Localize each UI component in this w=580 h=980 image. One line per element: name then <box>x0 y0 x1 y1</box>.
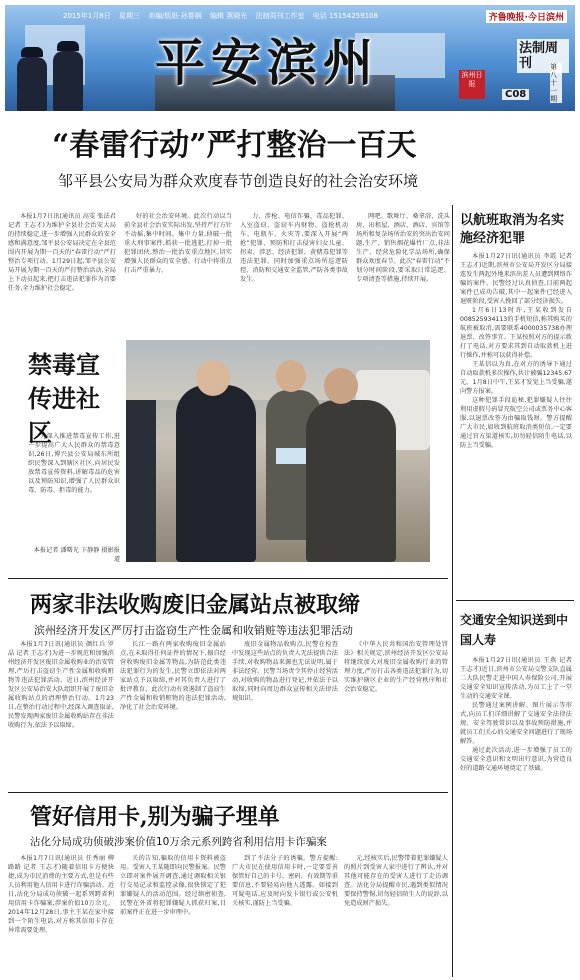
police-cap <box>21 47 43 57</box>
section-title: 法制周刊 <box>517 39 569 73</box>
newspaper-brand: 齐鲁晚报·今日滨州 <box>486 10 567 23</box>
editor: 编辑 燕晓光 <box>210 12 248 20</box>
article2-subhead: 滨州经济开发区严厉打击盗窃生产性金属和收销赃等违法犯罪活动 <box>34 624 353 637</box>
divider <box>456 600 574 601</box>
photo-officer <box>176 385 256 562</box>
photo-leaflet <box>276 448 306 464</box>
article1-column: 力、涉枪、电信诈骗、毒品犯罪、入室盗窃、盗窃车内财物、盗抢机动车、电瓶车、火灾等,要深入开展“两抢”犯罪、预防和打击侵害妇女儿童、拐卖、涉恶、经济犯罪、黄赌毒犯罪等违法犯罪。同时加强重点场所巡逻防控、消防和交通安全监管,严防各类事故发生。 <box>240 213 348 283</box>
masthead-banner <box>5 5 575 111</box>
article2-column: 本报1月7日讯(通讯员 颜红兵 罗晶 记者 王志才)为进一步规范和加强滨州经济开发区废旧金属收购业的治安管理,严厉打击盗窃生产性金属和收购赃物等违法犯罪活动。近日,滨州经济开发区公安局治安大队组织开展了废旧金属收购站点的清理整治行动。1月23日,在整治行动过程中,经深入调查取证,民警发现两家废旧金属收购站存在非法收购行为,依法予以取缔。 <box>8 641 114 729</box>
police-figure <box>53 51 83 111</box>
issue-weekday: 星期三 <box>118 12 140 20</box>
phone: 电话 15154259108 <box>312 12 378 20</box>
sidebar2-body: 为深入推进禁毒宣传工作,进一步提高广大人民群众的禁毒意识,26日,博兴县公安局城东所组织民警深入到辖区社区,向居民发放禁毒宣传资料,讲解毒品的危害以及预防知识,增强了人民群众识毒、防毒、拒毒的能力。 <box>28 433 120 494</box>
article2-column: 长江一路有两家收购废旧金属站点,在未取得任何证件的情况下,擅自经营收购废旧金属等物品,为防范此类违法犯罪行为的发生,民警立即依法对两家站点予以取缔,并对其负责人进行了批评教育。此次行动有效遏制了盗窃生产性金属和收销赃物的违法犯罪活动,净化了社会治安环境。 <box>120 641 226 711</box>
news-photo <box>126 340 430 562</box>
article3-column: 本报1月7日讯(通讯员 任秀丽 柳路路 记者 王志才)随着信用卡方便快捷,成为市民消费的主要方式,但是有些人员利用他人信用卡进行诈骗活动。近日,沾化分局成功侦破一起系列跨省利用信用卡诈骗案,涉案价值10万余元。2014年12月28日,事主王某在家中接到一个陌生电话,对方称其信用卡存在异常需要处理。 <box>8 855 114 934</box>
issue-number: 第八十一期 <box>550 63 562 103</box>
sidebar2-signature: 本报记者 潘曙光 卞静静 摄影报道 <box>33 547 120 562</box>
page-logo: 平安滨州 <box>155 33 379 92</box>
article3-headline: 管好信用卡,别为骗子埋单 <box>30 804 280 830</box>
seal-stamp: 滨州日报 <box>459 70 485 99</box>
article3-column: 关的告知,骗取的信用卡资料被盗用。受害人王某随即向民警报案。民警立即对案件展开调查,通过调取相关银行交易记录和监控录像,很快锁定了犯罪嫌疑人的活动范围。经过缜密侦查,民警在外省将犯罪嫌疑人抓获归案,目前案件正在进一步审理中。 <box>120 855 226 916</box>
divider <box>8 578 448 579</box>
police-figure <box>17 57 47 111</box>
photo-resident-head <box>276 360 306 392</box>
photo-person <box>126 400 156 562</box>
article3-subhead: 沾化分局成功侦破涉案价值10万余元系列跨省利用信用卡诈骗案 <box>30 836 327 848</box>
issue-date: 2015年1月8日 <box>63 12 111 20</box>
photo-resident-head <box>324 368 358 404</box>
article1-column: 好的社会治安环境。此次行动以当前全县社会治安实际出发,坚持严打方针不动摇,集中时间、集中力量,侦破一批重大刑事案件,抓获一批逃犯,打掉一批犯罪团伙,整治一批治安重点地区,切实增强人民群众的安全感。行动中将重点打击严重暴力、 <box>124 213 232 274</box>
publisher: 法制周刊工作室 <box>255 12 305 20</box>
article2-headline: 两家非法收购废旧金属站点被取缔 <box>30 592 361 618</box>
divider <box>8 792 448 793</box>
article3-column: 到了不法分子的诱骗。警方提醒:广大市民在使用信用卡时,一定要妥善保管好自己的卡号、密码、有效期等重要信息,不要轻易向他人透露。如接到可疑电话,应及时向发卡银行或公安机关核实,谨防上当受骗。 <box>232 855 338 907</box>
article3-column: 元,经核实后,民警带着犯罪嫌疑人的照片到受害人家中进行了辨认,并对其他可能存在的受害人进行了走访调查。沾化分局提醒市民,遇到类似情况要保持警惕,切勿轻信陌生人的说辞,以免造成财产损失。 <box>344 855 448 907</box>
sidebar2-headline: 禁毒宣传进社区 <box>28 350 100 447</box>
photo-officer-head <box>196 360 230 396</box>
article1-subhead: 邹平县公安局为群众欢度春节创造良好的社会治安环境 <box>58 172 419 190</box>
photo-resident <box>306 400 396 562</box>
article1-column: 网吧、歌舞厅、桑拿浴、洗头房、出租屋、酒店、酒店、宾馆等场所和复杂场所治安的突出治安问题,生产、销售烟花爆竹厂点,非法生产、经营危险化学品场所,确保群众欢度春节。此次“春雷行动”不划分时间阶段,要采取日常巡逻、专项清查等措施,持续开展。 <box>356 213 450 283</box>
article1-headline: “春雷行动”严打整治一百天 <box>52 128 417 163</box>
column-divider <box>452 205 453 977</box>
sidebar3-body: 本报1月27日讯(通讯员 王燕 记者 王志才)近日,滨州市公安局交警支队直属二大队民警走进中国人寿保险公司,开展交通安全知识宣传活动,为员工上了一堂生动的交通安全课。 民警通过案例讲解、图片展示等形式,向员工们详细讲解了交通安全法律法规、安全驾驶常识以及事故预防措施,并就员工们关心的交通安全问题进行了现场解答。 通过此次活动,进一步增强了员工的交通安全意识和文明出行意识,为营造良好的道路交通环境奠定了基础。 <box>460 657 572 772</box>
article1-column: 本报1月7日讯(通讯员 高雯 张法君 记者 王志才)为维护全县社会治安大局的持续稳定,进一步增强人民群众的安全感和满意度,邹平县公安局决定在全县范围内开展为期一百天的“春雷行动”严打整治专项行动。1月29日起,邹平县公安局开展为期一百天的严打整治活动,全局上下动员起来,把打击违法犯罪作为首要任务,全力维护社会稳定。 <box>8 213 116 292</box>
article2-column: 《中华人民共和国治安管理处罚法》相关规定,滨州经济开发区公安局将继续加大对废旧金属收购行业的管理力度,严厉打击各类违法犯罪行为,切实维护辖区企业的生产经营秩序和社会治安稳定。 <box>344 641 448 693</box>
masthead-meta <box>63 11 384 21</box>
police-cap <box>57 41 79 51</box>
page-number: C08 <box>502 89 529 100</box>
article2-column: 废旧金属物品收购点,民警在检查中发现这些站点的负责人无法提供合法手续,对收购物品来源也无法说明,属于非法经营。民警当场责令其停止经营活动,对收购的物品进行登记,并依法予以取缔,同时向周边群众宣传相关法律法规知识。 <box>232 641 338 702</box>
sidebar3-headline: 交通安全知识送到中国人寿 <box>460 613 569 647</box>
sidebar1-body: 本报1月27日讯(通讯员 李霞 记者 王志才)近期,滨州市公安局开发区分局接连发生两起外地来滨出差人员遭到网络诈骗的案件。民警经过认真侦查,目前两起案件已成功告破,其中一起案件已经进入退赃阶段,受害人挽回了部分经济损失。 1月6日13时许,王某收到发自008525934113的手机短信,称其购买的航班被取消,需要联系4000035738办理退票、改签事宜。王某按照对方的提示拨打了电话,对方要求其到自动取款机上进行操作,并称可以获得补偿。 王某信以为真,在对方的诱导下通过自动取款机多次操作,共计被骗12345.67元。1月8日中午,王某才发觉上当受骗,遂向警方报案。 这种犯罪手段诡秘,犯罪嫌疑人往往利用虚假号码冒充航空公司或票务中心客服,以退票改签为由骗取钱财。警方提醒广大市民,如收到航班取消类短信,一定要通过官方渠道核实,切勿轻信陌生电话,以防上当受骗。 <box>460 253 572 449</box>
sidebar1-headline: 以航班取消为名实施经济犯罪 <box>460 213 565 246</box>
chief-editor: 美编/版纸·孙婴娴 <box>148 12 202 20</box>
